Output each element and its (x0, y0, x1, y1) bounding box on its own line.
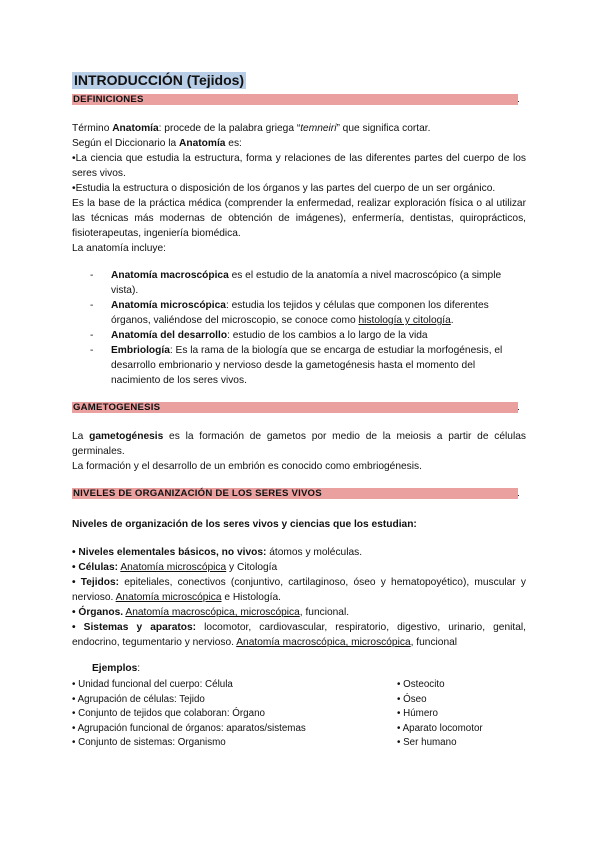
niveles-subtitle: Niveles de organización de los seres vivos y ciencias que los estudian: (72, 519, 417, 530)
definition-bullet: •La ciencia que estudia la estructura, forma y relaciones de las diferentes partes del cuerpo de los seres vivos. (72, 153, 526, 179)
list-item: • Conjunto de sistemas: Organismo (72, 737, 226, 748)
list-item: • Agrupación funcional de órganos: aparatos/sistemas (72, 722, 306, 734)
list-item: • Aparato locomotor (397, 722, 483, 734)
underlined-term: Anatomía macroscópica, microscópica (236, 637, 411, 648)
embriogenesis-paragraph: La formación y el desarrollo de un embrión es conocido como embriogénesis. (72, 461, 422, 472)
section-end-mark: . (517, 402, 520, 413)
section-heading: NIVELES DE ORGANIZACIÓN DE LOS SERES VIVOS (73, 488, 322, 499)
base-paragraph: Es la base de la práctica médica (comprender la enfermedad, realizar exploración física o al utilizar las técnicas más modernas de obtención de imágenes), enfermería, dentistas, quiroprácticos, fisioterapeutas, ingeniería biomédica. (72, 198, 526, 239)
examples-left-column (72, 678, 392, 751)
list-item: - Anatomía microscópica: estudia los tejidos y células que componen los diferentes órganos, valiéndose del microscopio, se conoce como histología y citología. (90, 300, 489, 326)
level-item: • Órganos. Anatomía macroscópica, microscópica, funcional. (72, 607, 350, 618)
list-item: • Unidad funcional del cuerpo: Célula (72, 679, 233, 690)
examples-right-column (397, 678, 527, 751)
section-header-niveles (72, 488, 518, 499)
page-title: INTRODUCCIÓN (Tejidos) (74, 72, 245, 88)
section-heading: GAMETOGENESIS (73, 402, 161, 413)
list-item: • Ser humano (397, 737, 457, 748)
definition-bullet: •Estudia la estructura o disposición de los órganos y las partes del cuerpo de un ser orgánico. (72, 183, 496, 194)
definiciones-block (72, 121, 526, 256)
level-item: • Células: Anatomía microscópica y Citología (72, 562, 278, 573)
level-item: • Niveles elementales básicos, no vivos: átomos y moléculas. (72, 547, 363, 558)
gametogenesis-paragraph: La gametogénesis es la formación de gametos por medio de la meiosis a partir de células germinales. (72, 431, 526, 457)
underlined-term: Anatomía microscópica (115, 592, 222, 603)
list-item: • Conjunto de tejidos que colaboran: Órgano (72, 708, 265, 719)
section-header-gametogenesis (72, 402, 518, 413)
level-item: • Sistemas y aparatos: locomotor, cardiovascular, respiratorio, digestivo, urinario, genital, endocrino, tegumentario y nervioso. Anatomía macroscópica, microscópica, funcional (72, 622, 526, 648)
underlined-term: histología y citología (358, 315, 451, 326)
definition-line: Término Anatomía: procede de la palabra griega “temneiri” que significa cortar. (72, 123, 431, 134)
list-item: - Anatomía macroscópica es el estudio de la anatomía a nivel macroscópico (a simple vista). (90, 270, 502, 296)
section-heading: DEFINICIONES (73, 94, 144, 105)
niveles-subtitle-block (72, 517, 526, 532)
list-item: - Anatomía del desarrollo: estudio de los cambios a lo largo de la vida (90, 330, 428, 341)
gametogenesis-block (72, 429, 526, 474)
underlined-term: Anatomía macroscópica, microscópica (125, 607, 300, 618)
section-header-definiciones (72, 94, 518, 105)
section-end-mark: . (517, 488, 520, 499)
underlined-term: Anatomía microscópica (120, 562, 227, 573)
anatomy-branches-list (90, 268, 526, 388)
list-item: - Embriología: Es la rama de la biología que se encarga de estudiar la morfogénesis, el desarrollo embrionario y nervioso desde la gametogénesis hasta el momento del nacimiento de los seres vivos. (90, 345, 503, 386)
niveles-list (72, 545, 526, 650)
list-item: • Agrupación de células: Tejido (72, 693, 205, 705)
list-item: • Osteocito (397, 679, 445, 690)
section-end-mark: . (517, 94, 520, 105)
level-item: • Tejidos: epiteliales, conectivos (conjuntivo, cartilaginoso, óseo y hematopoyético), muscular y nervioso. Anatomía microscópica e Histología. (72, 577, 526, 603)
dictionary-line: Según el Diccionario la Anatomía es: (72, 138, 242, 149)
list-item: • Húmero (397, 708, 438, 719)
ejemplos-heading: Ejemplos: (92, 663, 141, 674)
list-item: • Óseo (397, 693, 427, 705)
incluye-line: La anatomía incluye: (72, 243, 167, 254)
